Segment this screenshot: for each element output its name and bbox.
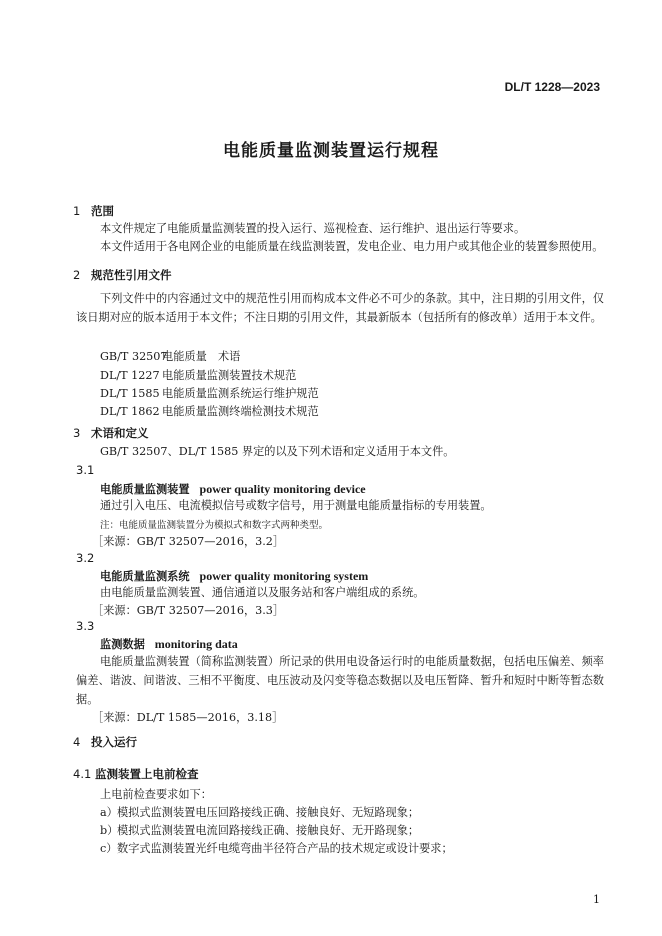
section-title: 投入运行 bbox=[91, 735, 137, 749]
list-item bbox=[100, 822, 419, 840]
s41-intro: 上电前检查要求如下： bbox=[100, 788, 212, 801]
s1-paragraph-2: 本文件适用于各电网企业的电能质量在线监测装置，发电企业、电力用户或其他企业的装置参照使用。 bbox=[100, 240, 604, 253]
document-title: 电能质量监测装置运行规程 bbox=[223, 141, 439, 161]
term-number: 3.1 bbox=[76, 463, 95, 477]
term-source: ［来源：GB/T 32507—2016，3.2］ bbox=[92, 535, 285, 548]
subsection-4-1-heading bbox=[73, 766, 199, 782]
list-marker: b） bbox=[100, 824, 119, 837]
reference-code: DL/T 1585 bbox=[100, 387, 160, 400]
term-definition: 电能质量监测装置（简称监测装置）所记录的供用电设备运行时的电能质量数据，包括电压偏差、频率偏差、谐波、间谐波、三相不平衡度、电压波动及闪变等稳态数据以及电压暂降、暂升和短时中断等暂态数据。 bbox=[76, 655, 604, 706]
section-number: 4.1 bbox=[73, 767, 92, 781]
section-number: 2 bbox=[73, 268, 81, 282]
s2-paragraph-1: 下列文件中的内容通过文中的规范性引用而构成本文件必不可少的条款。其中，注日期的引用文件，仅该日期对应的版本适用于本文件；不注日期的引用文件，其最新版本（包括所有的修改单）适用于本文件。 bbox=[76, 292, 604, 324]
term-zh: 电能质量监测装置 bbox=[100, 482, 190, 496]
term-source: ［来源：GB/T 32507—2016，3.3］ bbox=[92, 604, 285, 617]
reference-title: 电能质量监测系统运行维护规范 bbox=[162, 387, 319, 400]
reference-title: 电能质量监测终端检测技术规范 bbox=[162, 405, 319, 418]
term-definition: 通过引入电压、电流模拟信号或数字信号，用于测量电能质量指标的专用装置。 bbox=[100, 499, 492, 512]
section-title: 范围 bbox=[91, 204, 114, 218]
reference-item bbox=[100, 403, 319, 419]
section-1-heading bbox=[73, 203, 114, 219]
section-title: 术语和定义 bbox=[91, 426, 149, 440]
reference-item bbox=[100, 348, 240, 364]
list-marker: a） bbox=[100, 806, 118, 819]
term-number: 3.2 bbox=[76, 551, 95, 565]
list-text: 模拟式监测装置电压回路接线正确、接触良好、无短路现象； bbox=[117, 806, 420, 819]
s3-intro: GB/T 32507、DL/T 1585 界定的以及下列术语和定义适用于本文件。 bbox=[100, 445, 455, 458]
list-text: 模拟式监测装置电流回路接线正确、接触良好、无开路现象； bbox=[117, 824, 420, 837]
reference-code: DL/T 1862 bbox=[100, 405, 160, 418]
section-title: 监测装置上电前检查 bbox=[95, 767, 199, 781]
term-note: 注：电能质量监测装置分为模拟式和数字式两种类型。 bbox=[100, 520, 329, 531]
list-text: 数字式监测装置光纤电缆弯曲半径符合产品的技术规定或设计要求； bbox=[117, 842, 453, 855]
reference-item bbox=[100, 367, 296, 383]
reference-title: 电能质量监测装置技术规范 bbox=[162, 369, 297, 382]
section-2-heading bbox=[73, 267, 172, 283]
section-4-heading bbox=[73, 734, 137, 750]
s1-paragraph-1: 本文件规定了电能质量监测装置的投入运行、巡视检查、运行维护、退出运行等要求。 bbox=[100, 222, 526, 235]
term-en: monitoring data bbox=[154, 637, 238, 651]
list-item bbox=[100, 804, 419, 822]
section-title: 规范性引用文件 bbox=[91, 268, 172, 282]
reference-code: GB/T 32507 bbox=[100, 350, 168, 363]
reference-item bbox=[100, 385, 319, 401]
term-zh: 监测数据 bbox=[100, 637, 145, 651]
reference-title: 电能质量 术语 bbox=[162, 350, 241, 363]
term-heading bbox=[100, 481, 366, 497]
standard-code: DL/T 1228—2023 bbox=[504, 80, 600, 94]
term-heading bbox=[100, 568, 368, 584]
term-en: power quality monitoring device bbox=[199, 482, 366, 496]
term-en: power quality monitoring system bbox=[199, 569, 369, 583]
section-number: 4 bbox=[73, 735, 81, 749]
term-source: ［来源：DL/T 1585—2016，3.18］ bbox=[92, 711, 284, 724]
list-marker: c） bbox=[100, 842, 118, 855]
term-number: 3.3 bbox=[76, 619, 95, 633]
page-number: 1 bbox=[593, 893, 600, 906]
term-zh: 电能质量监测系统 bbox=[100, 569, 190, 583]
term-heading bbox=[100, 636, 238, 652]
list-item bbox=[100, 840, 453, 858]
section-number: 1 bbox=[73, 204, 81, 218]
section-3-heading bbox=[73, 425, 149, 441]
reference-code: DL/T 1227 bbox=[100, 369, 160, 382]
term-definition: 由电能质量监测装置、通信通道以及服务站和客户端组成的系统。 bbox=[100, 586, 425, 599]
section-number: 3 bbox=[73, 426, 81, 440]
